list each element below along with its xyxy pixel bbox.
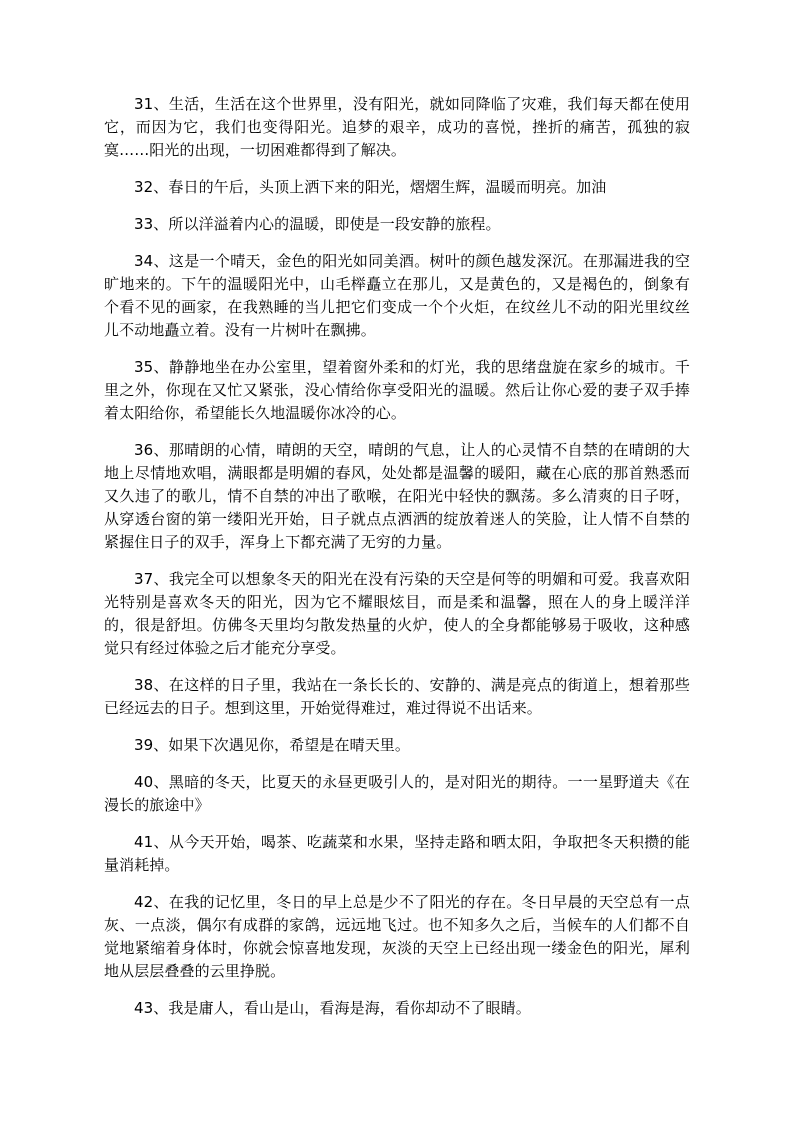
paragraph-41: 41、从今天开始，喝茶、吃蔬菜和水果，坚持走路和晒太阳，争取把冬天积攒的能量消耗掉。 bbox=[104, 833, 690, 874]
paragraph-37: 37、我完全可以想象冬天的阳光在没有污染的天空是何等的明媚和可爱。我喜欢阳光特别是喜欢冬天的阳光，因为它不耀眼炫目，而是柔和温馨，照在人的身上暖洋洋的，很是舒坦。仿佛冬天里均匀散发热量的火炉，使人的全身都能够易于吸收，这种感觉只有经过体验之后才能充分享受。 bbox=[104, 570, 690, 657]
paragraph-33: 33、所以洋溢着内心的温暖，即使是一段安静的旅程。 bbox=[134, 215, 501, 233]
paragraph-42: 42、在我的记忆里，冬日的早上总是少不了阳光的存在。冬日早晨的天空总有一点灰、一点淡，偶尔有成群的家鸽，远远地飞过。也不知多久之后，当候车的人们都不自觉地紧缩着身体时，你就会惊喜地发现，灰淡的天空上已经出现一缕金色的阳光，犀利地从层层叠叠的云里挣脱。 bbox=[104, 893, 690, 980]
paragraph-32: 32、春日的午后，头顶上洒下来的阳光，熠熠生辉，温暖而明亮。加油 bbox=[134, 178, 607, 196]
paragraph-35: 35、静静地坐在办公室里，望着窗外柔和的灯光，我的思绪盘旋在家乡的城市。千里之外，你现在又忙又紧张，没心情给你享受阳光的温暖。然后让你心爱的妻子双手捧着太阳给你，希望能长久地温暖你冰冷的心。 bbox=[104, 358, 690, 422]
paragraph-40: 40、黑暗的冬天，比夏天的永昼更吸引人的，是对阳光的期待。一一星野道夫《在漫长的旅途中》 bbox=[104, 773, 690, 814]
document-body bbox=[104, 93, 690, 1034]
paragraph-38: 38、在这样的日子里，我站在一条长长的、安静的、满是亮点的街道上，想着那些已经远去的日子。想到这里，开始觉得难过，难过得说不出话来。 bbox=[104, 676, 690, 717]
paragraph-39: 39、如果下次遇见你，希望是在晴天里。 bbox=[134, 736, 410, 754]
paragraph-31: 31、生活，生活在这个世界里，没有阳光，就如同降临了灾难，我们每天都在使用它，而因为它，我们也变得阳光。追梦的艰辛，成功的喜悦，挫折的痛苦，孤独的寂寞……阳光的出现，一切困难都得到了解决。 bbox=[104, 95, 690, 159]
paragraph-43: 43、我是庸人，看山是山，看海是海，看你却动不了眼睛。 bbox=[134, 999, 531, 1017]
paragraph-36: 36、那晴朗的心情，晴朗的天空，晴朗的气息，让人的心灵情不自禁的在晴朗的大地上尽情地欢唱，满眼都是明媚的春风，处处都是温馨的暖阳，藏在心底的那首熟悉而又久违了的歌儿，情不自禁的冲出了歌喉，在阳光中轻快的飘荡。多么清爽的日子呀，从穿透台窗的第一缕阳光开始，日子就点点洒洒的绽放着迷人的笑脸，让人情不自禁的紧握住日子的双手，浑身上下都充满了无穷的力量。 bbox=[104, 441, 690, 551]
paragraph-34: 34、这是一个晴天，金色的阳光如同美酒。树叶的颜色越发深沉。在那漏进我的空旷地来的。下午的温暖阳光中，山毛榉矗立在那儿，又是黄色的，又是褐色的，倒象有个看不见的画家，在我熟睡的当儿把它们变成一个个火炬，在纹丝儿不动的阳光里纹丝儿不动地矗立着。没有一片树叶在飘拂。 bbox=[104, 252, 690, 339]
